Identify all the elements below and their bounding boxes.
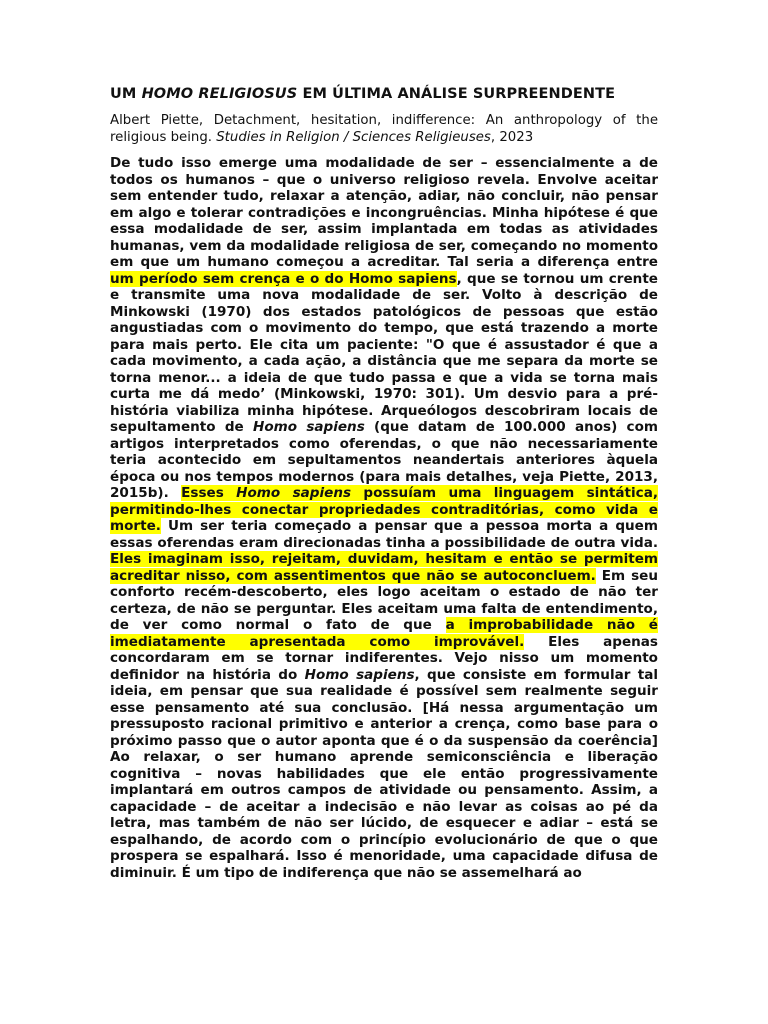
- body-italic: Homo sapiens: [253, 419, 365, 435]
- highlight: possuíam uma linguagem sintática, permitindo-lhes conectar propriedades contraditórias, como vida e morte.: [110, 485, 658, 534]
- title-italic: HOMO RELIGIOSUS: [141, 86, 298, 102]
- body-text: Um ser teria começado a pensar que a pessoa morta a quem essas oferendas eram direcionadas tinha a possibilidade de outra vida.: [110, 518, 658, 551]
- body-text: (que datam de 100.000 anos) com artigos interpretados como oferendas, o que não necessariamente teria acontecido em sepultamentos neandertais anteriores àquela época ou nos tempos modernos (para mais detalhes, veja Piette, 2013, 2015b).: [110, 419, 659, 501]
- body-text: , que se tornou um crente e transmite uma nova modalidade de ser. Volto à descrição de Minkowski (1970) dos estados patológicos de pessoas que estão angustiadas com o movimento do tempo, que está trazendo a morte para mais perto. Ele cita um paciente: "O que é assustador é que a cada movimento, a cada ação, a distância que me separa da morte se torna menor... a ideia de que tudo passa e que a vida se torna mais curta me dá medo’ (Minkowski, 1970: 301). Um desvio para a pré-história viabiliza minha hipótese. Arqueólogos descobriram locais de sepultamento de: [110, 270, 658, 435]
- citation: [110, 113, 658, 146]
- citation-text: Albert Piette, Detachment, hesitation, indifference: An anthropology of the religious being.: [110, 113, 658, 145]
- body-text: De tudo isso emerge uma modalidade de ser – essencialmente a de todos os humanos – que o universo religioso revela. Envolve aceitar sem entender tudo, relaxar a atenção, adiar, não concluir, não pensar em algo e tolerar contradições e incongruências. Minha hipótese é que essa modalidade de ser, assim implantada em todas as atividades humanas, vem da modalidade religiosa de ser, começando no momento em que um humano começou a acreditar. Tal seria a diferença entre: [110, 155, 658, 270]
- document-title: [110, 84, 658, 104]
- highlight: a improbabilidade não é imediatamente apresentada como improvável.: [110, 617, 658, 650]
- highlight-italic: Homo sapiens: [236, 485, 352, 501]
- citation-year: , 2023: [490, 129, 534, 145]
- title-suffix: EM ÚLTIMA ANÁLISE SURPREENDENTE: [297, 86, 616, 102]
- highlight: um período sem crença e o do Homo sapiens: [110, 270, 457, 287]
- body-paragraph: [110, 155, 658, 881]
- body-text: Eles apenas concordaram em se tornar indiferentes. Vejo nisso um momento definidor na história do: [110, 633, 658, 683]
- citation-journal: Studies in Religion / Sciences Religieuses: [216, 129, 491, 145]
- body-text: , que consiste em formular tal ideia, em pensar que sua realidade é possível sem realmente seguir esse pensamento até sua conclusão. [Há nessa argumentação um pressuposto racional primitivo e anterior a crença, como base para o próximo passo que o autor aponta que é o da suspensão da coerência] Ao relaxar, o ser humano aprende semiconsciência e liberação cognitiva – novas habilidades que ele então progressivamente implantará em outros campos de atividade ou pensamento. Assim, a capacidade – de aceitar a indecisão e não levar as coisas ao pé da letra, mas também de não ser lúcido, de esquecer e adiar – está se espalhando, de acordo com o princípio evolucionário de que o que prospera se espalhará. Isso é menoridade, uma capacidade difusa de diminuir. É um tipo de indiferença que não se assemelhará ao: [110, 666, 659, 881]
- title-prefix: UM: [110, 86, 142, 102]
- body-italic: Homo sapiens: [304, 666, 415, 683]
- highlight: Eles imaginam isso, rejeitam, duvidam, hesitam e então se permitem acreditar nisso, com assentimentos que não se autoconcluem.: [110, 551, 658, 584]
- body-text: Em seu conforto recém-descoberto, eles logo aceitam o estado de não ter certeza, de não se perguntar. Eles aceitam uma falta de entendimento, de ver como normal o fato de que: [110, 567, 659, 633]
- highlight: Esses: [181, 485, 237, 501]
